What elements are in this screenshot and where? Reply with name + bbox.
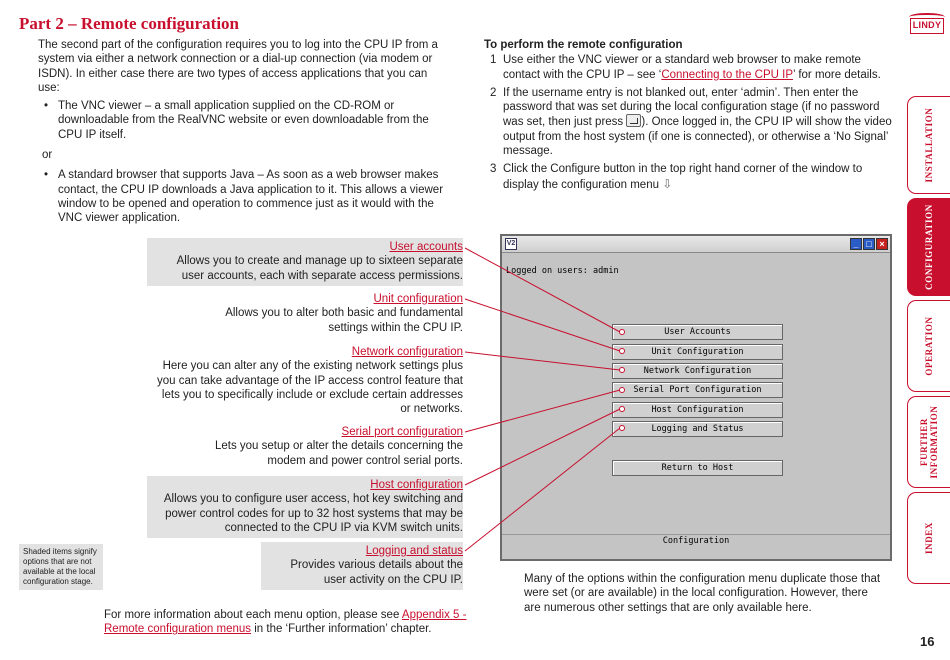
tab-label: INDEX xyxy=(924,521,934,555)
tab-installation[interactable] xyxy=(907,96,950,194)
annotation-desc: Allows you to configure user access, hot key switching and power control codes for up to 32 host systems that may be connected to the CPU IP via KVM switch units. xyxy=(163,493,463,534)
step-2 xyxy=(484,86,894,158)
annotation-unit-configuration xyxy=(203,291,463,336)
annotation-heading[interactable]: Serial port configuration xyxy=(341,426,463,438)
more-info-paragraph xyxy=(104,608,484,637)
annotation-desc: Allows you to alter both basic and fundamental settings within the CPU IP. xyxy=(225,307,463,334)
host-configuration-button[interactable]: Host Configuration xyxy=(612,402,783,418)
annotation-heading[interactable]: Unit configuration xyxy=(373,293,463,305)
maximize-button[interactable]: □ xyxy=(863,238,875,250)
network-configuration-button[interactable]: Network Configuration xyxy=(612,363,783,379)
annotation-desc: Lets you setup or alter the details concerning the modem and power control serial ports. xyxy=(214,440,463,467)
lindy-logo: LINDY xyxy=(910,18,944,34)
tab-operation[interactable] xyxy=(907,300,950,392)
annotation-desc: Here you can alter any of the existing network settings plus you can take advantage of the IP access control feature that lets you to specifically include or exclude certain addresses or networks. xyxy=(156,360,463,416)
tab-label: INFORMATION xyxy=(929,405,939,479)
step-text: ). Once logged in, the CPU IP will show the video output from the host system (if one is connected), or otherwise a ‘No Signal’ message. xyxy=(503,116,892,158)
tab-label: INSTALLATION xyxy=(924,107,934,183)
step-text: Click the Configure button in the top right hand corner of the window to display the configuration menu xyxy=(503,163,863,191)
or-text: or xyxy=(42,149,53,162)
serial-port-configuration-button[interactable]: Serial Port Configuration xyxy=(612,382,783,398)
step-1 xyxy=(484,53,894,82)
window-divider xyxy=(502,534,890,535)
annotation-host-configuration xyxy=(147,476,463,538)
annotation-desc: Allows you to create and manage up to sixteen separate user accounts, each with separate access permissions. xyxy=(176,255,463,282)
intro-section xyxy=(38,38,448,232)
vnc-config-window xyxy=(500,234,892,561)
tab-configuration[interactable] xyxy=(907,198,950,296)
appendix-5-link[interactable]: Appendix 5 - Remote configuration menus xyxy=(104,609,467,636)
step-text: Use either the VNC viewer or a standard web browser to make remote contact with the CPU IP – see ‘ xyxy=(503,54,861,81)
bullet-vnc-viewer xyxy=(38,99,448,142)
tab-label: OPERATION xyxy=(924,316,934,376)
annotation-heading[interactable]: Logging and status xyxy=(365,545,463,557)
annotation-heading[interactable]: User accounts xyxy=(389,241,463,253)
annotation-heading[interactable]: Host configuration xyxy=(370,479,463,491)
bullet-text: The VNC viewer – a small application supplied on the CD-ROM or downloadable from the RealVNC website or even downloadable from the CPU IP itself. xyxy=(58,100,429,141)
tab-label: CONFIGURATION xyxy=(924,204,934,290)
bullet-text: A standard browser that supports Java – As soon as a web browser makes contact, the CPU IP downloads a Java application to it. This allows a viewer window to be opened and operation to commence just as it would with the VNC viewer application. xyxy=(58,169,444,225)
tab-label: FURTHER xyxy=(919,418,929,466)
down-arrow-icon: ⇩ xyxy=(662,176,673,191)
step-number: 3 xyxy=(490,163,497,176)
tab-further-information[interactable] xyxy=(907,396,950,488)
vnc-app-icon: V2 xyxy=(505,238,517,250)
annotation-logging-and-status xyxy=(261,542,463,590)
shaded-note: Shaded items signify options that are not available at the local configuration stage. xyxy=(19,544,103,590)
annotation-desc: Provides various details about the user activity on the CPU IP. xyxy=(290,559,463,586)
unit-configuration-button[interactable]: Unit Configuration xyxy=(612,344,783,360)
step-3 xyxy=(484,162,894,192)
logging-and-status-button[interactable]: Logging and Status xyxy=(612,421,783,437)
tab-index[interactable] xyxy=(907,492,950,584)
step-text: If the username entry is not blanked out, enter ‘admin’. Then enter the password that was set during the local configuration stage (if no password was set, then just press xyxy=(503,86,880,129)
bullet-browser xyxy=(38,168,448,225)
return-to-host-button[interactable]: Return to Host xyxy=(612,460,783,476)
page-number: 16 xyxy=(920,634,935,649)
annotation-network-configuration xyxy=(153,344,463,417)
more-info-text: in the ‘Further information’ chapter. xyxy=(251,623,432,636)
intro-paragraph: The second part of the configuration requires you to log into the CPU IP from a system via either a network connection or a dial-up connection (via modem or ISDN). In either case there are two types of access applications that you can use: xyxy=(38,39,438,94)
window-titlebar[interactable] xyxy=(502,236,890,253)
step-text: ’ for more details. xyxy=(793,68,881,81)
connecting-link[interactable]: Connecting to the CPU IP xyxy=(661,68,793,81)
page-title: Part 2 – Remote configuration xyxy=(19,14,240,33)
minimize-button[interactable]: _ xyxy=(850,238,862,250)
logged-on-users: Logged on users: admin xyxy=(506,266,619,276)
duplicate-options-paragraph: Many of the options within the configuration menu duplicate those that were set (or are available) in the local configuration. However, there are numerous other settings that are only available here. xyxy=(524,573,881,614)
annotation-serial-port-configuration xyxy=(213,424,463,469)
enter-key-icon xyxy=(626,114,641,127)
annotation-heading[interactable]: Network configuration xyxy=(351,346,463,358)
annotation-user-accounts xyxy=(147,238,463,286)
close-button[interactable]: × xyxy=(876,238,888,250)
user-accounts-button[interactable]: User Accounts xyxy=(612,324,783,340)
step-number: 1 xyxy=(490,54,497,67)
configuration-label: Configuration xyxy=(662,536,730,546)
tab-label-group xyxy=(919,406,939,479)
steps-heading: To perform the remote configuration xyxy=(484,39,683,51)
remote-config-steps xyxy=(484,38,894,196)
bullet-icon: • xyxy=(44,169,49,182)
bullet-icon: • xyxy=(44,100,49,113)
step-number: 2 xyxy=(490,86,497,99)
more-info-text: For more information about each menu option, please see xyxy=(104,609,402,621)
